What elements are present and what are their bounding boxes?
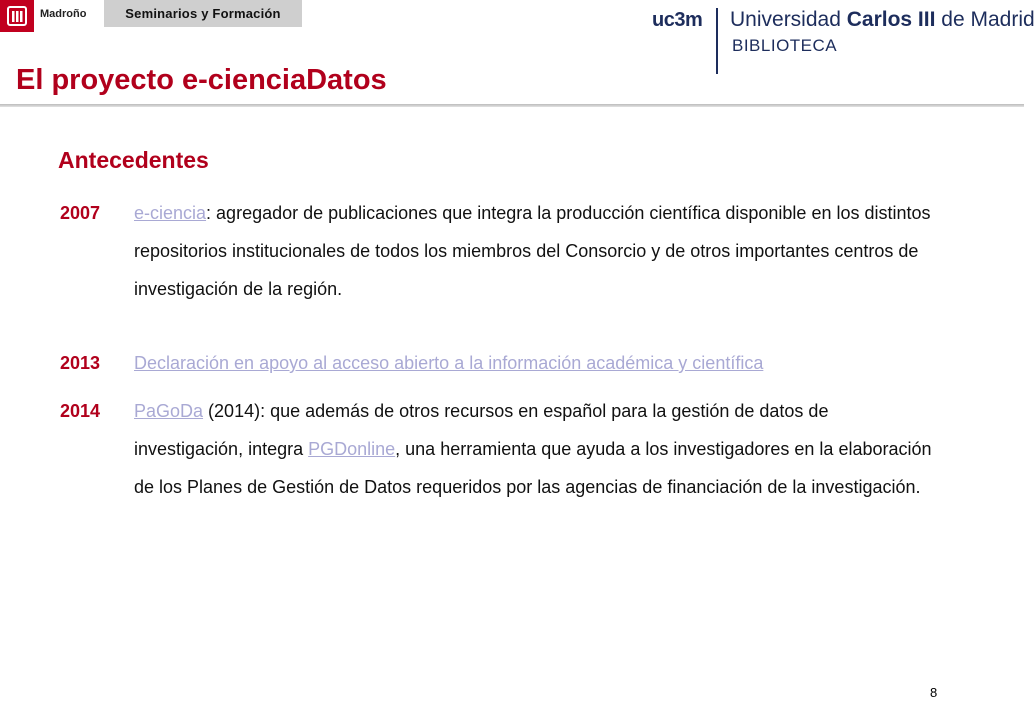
page-number: 8	[930, 685, 938, 700]
entry-text	[134, 392, 934, 506]
section-heading: Antecedentes	[58, 147, 209, 173]
logo-divider	[716, 8, 718, 74]
entry-text-body: : agregador de publicaciones que integra la producción científica disponible en los distintos repositorios institucionales de todos los miembros del Consorcio y de otros importantes centros de investigación de la región.	[134, 203, 931, 299]
university-name-bold: Carlos III	[846, 8, 936, 31]
university-logo	[652, 6, 1035, 78]
university-name-part-2: de Madrid	[941, 8, 1035, 31]
madrono-logo-icon	[0, 0, 34, 32]
link-pgdonline[interactable]: PGDonline	[308, 439, 396, 459]
page-title: El proyecto e-cienciaDatos	[16, 64, 387, 96]
entry-text-body-2: , una herramienta que ayuda a los investigadores en la elaboración de los Planes de Gestión de Datos requeridos por las agencias de financiación de la investigación.	[134, 439, 932, 497]
link-e-ciencia[interactable]: e-ciencia	[134, 203, 207, 223]
entry-text-body: (2014): que además de otros recursos en español para la gestión de datos de investigación, integra	[134, 401, 829, 459]
university-subtitle: BIBLIOTECA	[732, 36, 838, 55]
entry-year: 2014	[60, 401, 101, 421]
title-divider	[0, 104, 1024, 107]
link-declaracion[interactable]: Declaración en apoyo al acceso abierto a la información académica y científica	[134, 353, 764, 373]
uc3m-logo: uc3m	[652, 9, 703, 31]
university-name	[730, 8, 1035, 32]
brand-name: Madroño	[40, 8, 87, 20]
entry-year: 2013	[60, 353, 101, 373]
link-pagoda[interactable]: PaGoDa	[134, 401, 204, 421]
entry-year: 2007	[60, 203, 101, 223]
entry-text	[134, 344, 934, 382]
entry-text	[134, 194, 934, 308]
tab-seminarios[interactable]: Seminarios y Formación	[104, 0, 302, 27]
university-name-part-1: Universidad	[730, 8, 841, 31]
